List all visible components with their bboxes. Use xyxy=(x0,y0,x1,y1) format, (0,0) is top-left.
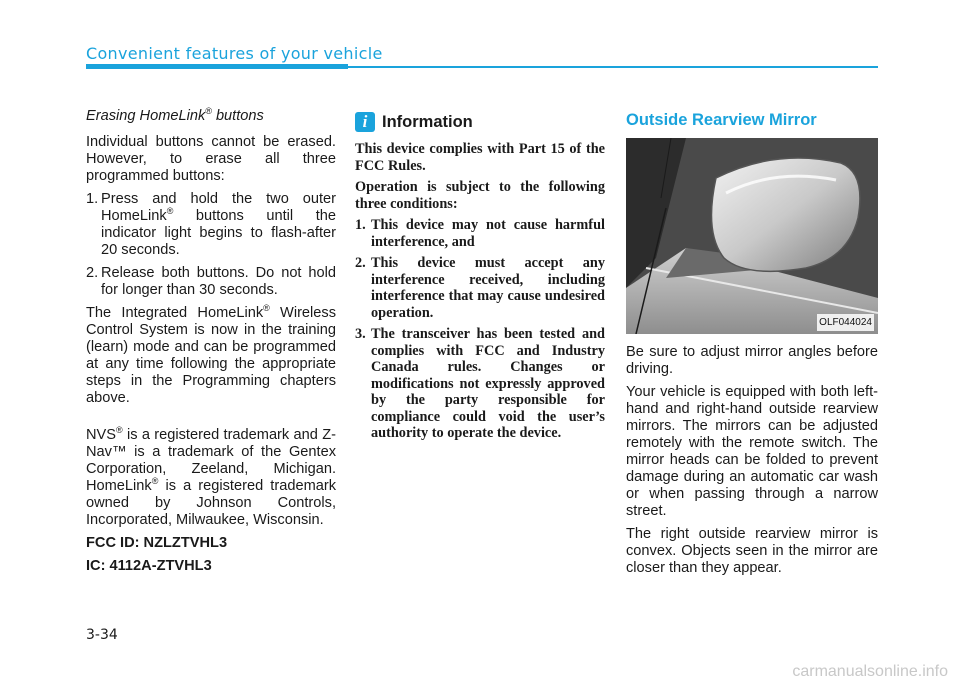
info-icon: i xyxy=(355,112,375,132)
mirror-description: Your vehicle is equipped with both left-hand and right-hand outside rearview mirrors. The mirrors can be adjusted remotely with the remote switch. The mirror heads can be folded to prevent damage during an automatic car wash or when passing through a narrow street. xyxy=(626,384,878,519)
mirror-adjust-text: Be sure to adjust mirror angles before driving. xyxy=(626,344,878,377)
condition-1: 1. This device may not cause harmful interference, and xyxy=(355,217,605,250)
header-accent-bar xyxy=(86,64,348,69)
fcc-compliance-text: This device complies with Part 15 of the FCC Rules. xyxy=(355,141,605,174)
side-mirror-illustration xyxy=(626,138,878,334)
column-homelink xyxy=(86,108,336,581)
erase-step-2: 2. Release both buttons. Do not hold for longer than 30 seconds. xyxy=(86,265,336,298)
page-number: 3-34 xyxy=(86,627,118,643)
side-mirror-photo xyxy=(626,138,878,334)
section-title: Convenient features of your vehicle xyxy=(86,44,383,63)
erasing-homelink-heading: Erasing HomeLink® buttons xyxy=(86,106,264,124)
header-rule xyxy=(348,66,878,68)
fcc-id: FCC ID: NZLZTVHL3 xyxy=(86,535,228,551)
watermark: carmanualsonline.info xyxy=(792,663,948,680)
column-mirror xyxy=(626,108,878,583)
information-box xyxy=(355,108,605,447)
conditions-intro: Operation is subject to the following three conditions: xyxy=(355,179,605,212)
condition-3: 3. The transceiver has been tested and complies with FCC and Industry Canada rules. Changes or modifications not expressly approved by the party responsible for compliance could void the user’s authority to operate the device. xyxy=(355,326,605,441)
training-mode-text: The Integrated HomeLink® Wireless Control System is now in the training (learn) mode and can be programmed at any time following the appropriate steps in the Programming chapters above. xyxy=(86,303,337,406)
information-header xyxy=(355,112,605,132)
condition-2: 2. This device must accept any interference received, including interference that may cause undesired operation. xyxy=(355,255,605,321)
photo-code: OLF044024 xyxy=(817,314,874,331)
trademark-notice: NVS® is a registered trademark and Z-Nav™ is a trademark of the Gentex Corporation, Zeeland, Michigan. HomeLink® is a registered trademark owned by Johnson Controls, Incorporated, Milwaukee, Wisconsin. xyxy=(86,425,336,528)
convex-mirror-warning: The right outside rearview mirror is convex. Objects seen in the mirror are closer than they appear. xyxy=(626,526,878,576)
erase-intro: Individual buttons cannot be erased. However, to erase all three programmed buttons: xyxy=(86,134,336,184)
mirror-heading: Outside Rearview Mirror xyxy=(626,111,817,129)
information-title: Information xyxy=(382,112,473,131)
ic-number: IC: 4112A-ZTVHL3 xyxy=(86,558,212,574)
erase-step-1: 1. Press and hold the two outer HomeLink® buttons until the indicator light begins to flash-after 20 seconds. xyxy=(86,191,336,258)
